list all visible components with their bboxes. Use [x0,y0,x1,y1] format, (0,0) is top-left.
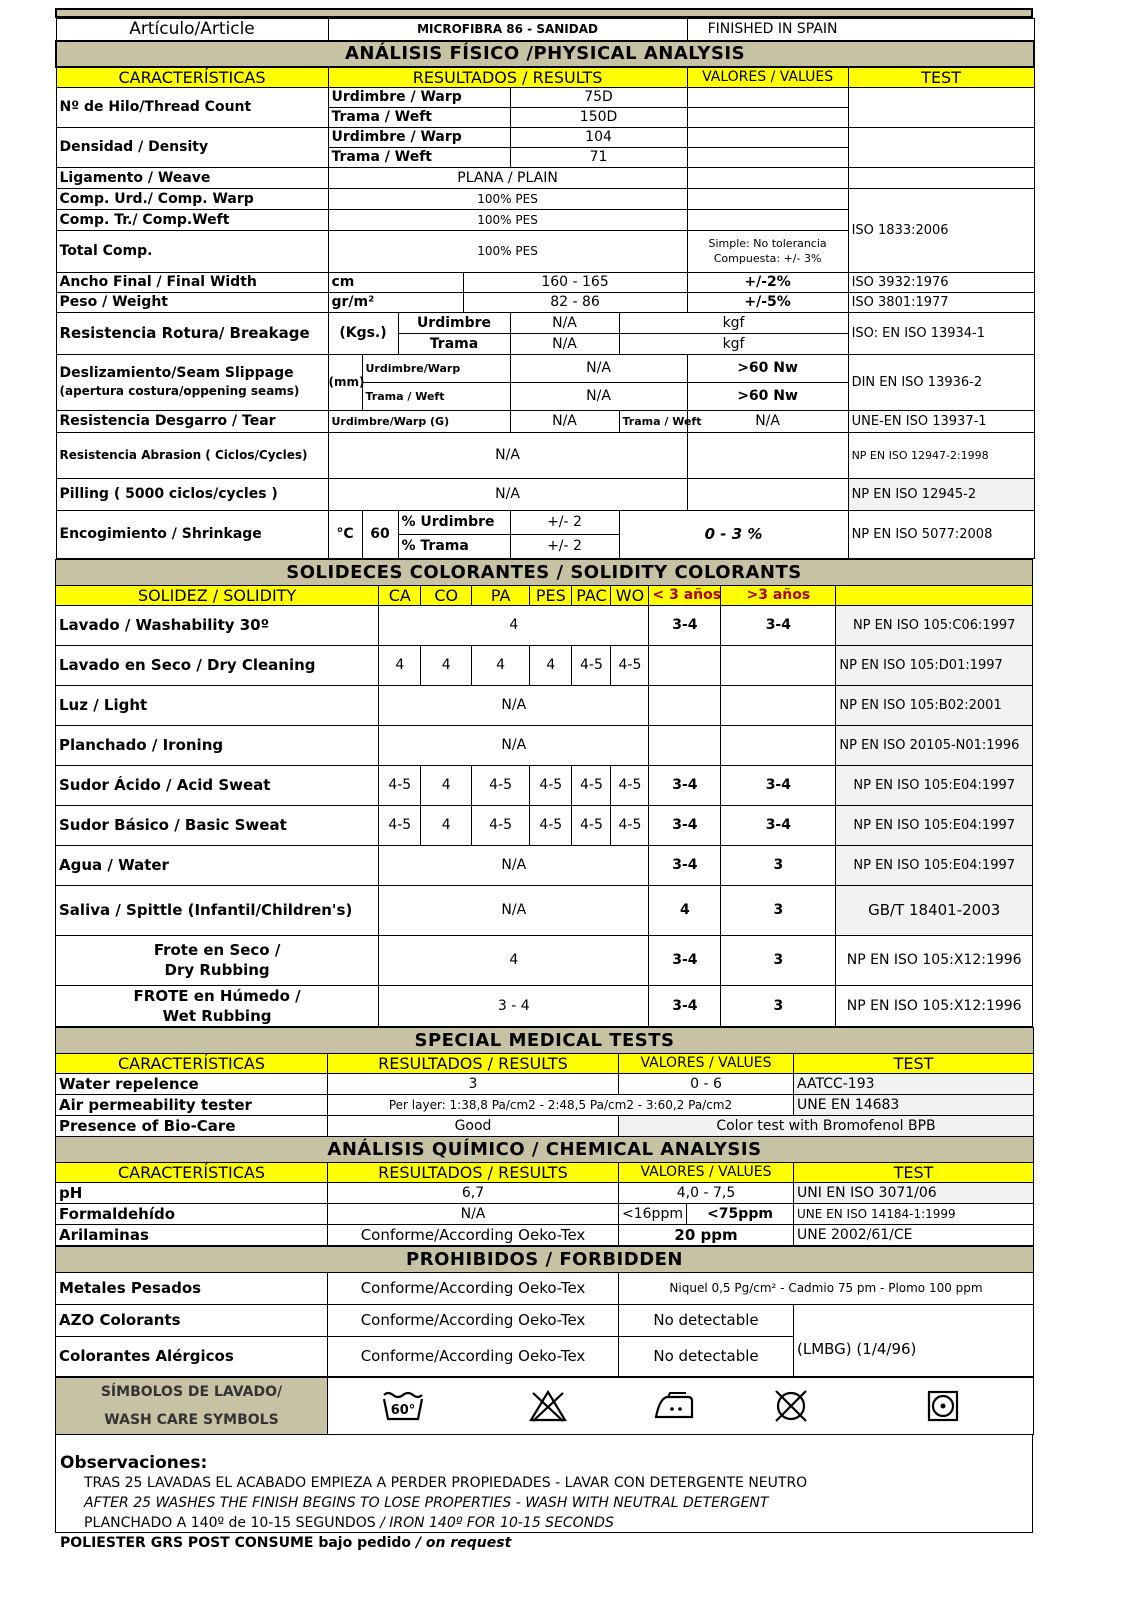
col-values: VALORES / VALUES [619,1162,794,1182]
pilling-value: N/A [328,478,687,510]
shrinkage-warp-value: +/- 2 [510,510,619,534]
solidity-label: Agua / Water [56,845,379,885]
solidity-over-3: 3 [721,935,836,985]
ph-value: 4,0 - 7,5 [619,1182,794,1203]
tumble-dry-icon [854,1377,1034,1434]
tear-test: UNE-EN ISO 13937-1 [848,410,1034,432]
solidity-ca: 4-5 [379,805,421,845]
col-pac: PAC [572,585,611,605]
physical-table [55,18,1035,559]
comp-warp-label: Comp. Urd./ Comp. Warp [56,188,328,209]
solidity-under-3 [649,685,721,725]
water-repelence-value: 0 - 6 [619,1073,794,1094]
density-warp-value: 104 [510,127,687,147]
comp-weft-value: 100% PES [328,209,687,230]
tear-weft-value: N/A [687,410,848,432]
solidity-test: NP EN ISO 105:E04:1997 [836,805,1033,845]
solidity-row [56,685,1033,725]
weave-value: PLANA / PLAIN [328,167,687,188]
observation-line: AFTER 25 WASHES THE FINISH BEGINS TO LOSE PROPERTIES - WASH WITH NEUTRAL DETERGENT [84,1494,769,1511]
col-over-3-years: >3 años [721,585,836,605]
solidity-label: FROTE en Húmedo / [133,986,301,1005]
slippage-warp-label: Urdimbre/Warp [362,354,510,382]
solidity-sublabel: Dry Rubbing [164,961,270,979]
solidity-test: NP EN ISO 105:B02:2001 [836,685,1033,725]
solidity-label: Lavado / Washability 30º [56,605,379,645]
total-comp-label: Total Comp. [56,230,328,272]
shrinkage-test: NP EN ISO 5077:2008 [848,510,1034,558]
slippage-weft-label: Trama / Weft [362,382,510,410]
solidity-ca: 4 [379,645,421,685]
density-label: Densidad / Density [56,127,328,167]
solidity-over-3 [721,725,836,765]
azo-label: AZO Colorants [56,1304,328,1336]
density-warp-label: Urdimbre / Warp [328,127,510,147]
solidity-label: Sudor Ácido / Acid Sweat [56,765,379,805]
comp-weft-label: Comp. Tr./ Comp.Weft [56,209,328,230]
solidity-test: NP EN ISO 105:E04:1997 [836,845,1033,885]
iron-icon [619,1377,729,1434]
solidity-value: N/A [379,845,649,885]
azo-value: No detectable [619,1304,794,1336]
col-pes: PES [530,585,572,605]
col-characteristics: CARACTERÍSTICAS [56,1053,328,1073]
chemical-section-title: ANÁLISIS QUÍMICO / CHEMICAL ANALYSIS [56,1136,1034,1162]
solidity-value: N/A [379,685,649,725]
breakage-weft-unit: kgf [619,333,848,354]
allergic-test: (LMBG) (1/4/96) [794,1304,1034,1376]
col-ca: CA [379,585,421,605]
solidity-label: Luz / Light [56,685,379,725]
solidity-table [55,559,1033,1027]
col-co: CO [421,585,472,605]
solidity-over-3 [721,645,836,685]
solidity-label: Frote en Seco / [153,941,281,959]
width-tolerance: +/-2% [687,272,848,292]
solidity-row [56,935,1033,985]
slippage-label: Deslizamiento/Seam Slippage [59,365,294,381]
ph-label: pH [56,1182,328,1203]
solidity-row [56,765,1033,805]
density-weft-label: Trama / Weft [328,147,510,167]
thread-warp-label: Urdimbre / Warp [328,87,510,107]
formaldehyde-test: UNE EN ISO 14184-1:1999 [794,1203,1034,1224]
arylamines-label: Arilaminas [56,1224,328,1245]
shrinkage-label: Encogimiento / Shrinkage [56,510,328,558]
medical-section-title: SPECIAL MEDICAL TESTS [56,1027,1034,1053]
bio-care-value: Color test with Bromofenol BPB [619,1115,1034,1136]
allergic-label: Colorantes Alérgicos [56,1336,328,1376]
col-test: TEST [848,67,1034,88]
solidity-value: 3 - 4 [379,985,649,1026]
col-values: VALORES / VALUES [619,1053,794,1073]
solidity-row [56,645,1033,685]
col-test: TEST [794,1053,1034,1073]
solidity-wo: 4-5 [611,805,649,845]
shrinkage-range: 0 - 3 % [619,510,848,558]
solidity-co: 4 [421,765,472,805]
care-label: SÍMBOLOS DE LAVADO/ [100,1383,283,1400]
air-permeability-label: Air permeability tester [56,1094,328,1115]
air-permeability-test: UNE EN 14683 [794,1094,1034,1115]
azo-result: Conforme/According Oeko-Tex [328,1304,619,1336]
bio-care-result: Good [328,1115,619,1136]
col-characteristics: CARACTERÍSTICAS [56,67,328,88]
finish-note: FINISHED IN SPAIN [687,19,1034,41]
solidity-under-3: 3-4 [649,605,721,645]
water-repelence-result: 3 [328,1073,619,1094]
solidity-wo: 4-5 [611,645,649,685]
solidity-wo: 4-5 [611,765,649,805]
article-label: Artículo/Article [56,19,328,41]
solidity-row [56,985,1033,1026]
solidity-under-3: 3-4 [649,805,721,845]
solidity-row [56,725,1033,765]
solidity-pac: 4-5 [572,645,611,685]
top-bar [55,8,1033,18]
solidity-row [56,885,1033,935]
density-weft-value: 71 [510,147,687,167]
ph-test: UNI EN ISO 3071/06 [794,1182,1034,1203]
abrasion-value: N/A [328,432,687,478]
solidity-pes: 4 [530,645,572,685]
solidity-label: Lavado en Seco / Dry Cleaning [56,645,379,685]
width-value: 160 - 165 [463,272,687,292]
solidity-under-3: 3-4 [649,985,721,1026]
width-unit: cm [328,272,463,292]
care-sublabel: WASH CARE SYMBOLS [104,1411,279,1428]
solidity-test: NP EN ISO 105:X12:1996 [836,985,1033,1026]
width-test: ISO 3932:1976 [848,272,1034,292]
solidity-over-3: 3 [721,985,836,1026]
shrinkage-temp: 60 [362,510,398,558]
article-name: MICROFIBRA 86 - SANIDAD [328,19,687,41]
solidity-under-3: 4 [649,885,721,935]
tear-warp-value: N/A [510,410,619,432]
breakage-label: Resistencia Rotura/ Breakage [56,312,328,354]
tolerance-composite: Compuesta: +/- 3% [713,252,822,265]
air-permeability-result: Per layer: 1:38,8 Pa/cm2 - 2:48,5 Pa/cm2 - 3:60,2 Pa/cm2 [328,1094,794,1115]
solidity-value: 4 [379,935,649,985]
observation-line: TRAS 25 LAVADAS EL ACABADO EMPIEZA A PERDER PROPIEDADES - LAVAR CON DETERGENTE NEUTRO [84,1474,808,1491]
care-symbols-table [55,1377,1034,1435]
metals-result: Conforme/According Oeko-Tex [328,1272,619,1304]
breakage-warp-value: N/A [510,312,619,333]
solidity-pa: 4-5 [472,765,530,805]
solidity-label: Sudor Básico / Basic Sweat [56,805,379,845]
weight-test: ISO 3801:1977 [848,292,1034,312]
bio-care-label: Presence of Bio-Care [56,1115,328,1136]
slippage-warp-limit: >60 Nw [687,354,848,382]
col-solidity: SOLIDEZ / SOLIDITY [56,585,379,605]
width-label: Ancho Final / Final Width [56,272,328,292]
solidity-under-3: 3-4 [649,845,721,885]
solidity-value: N/A [379,725,649,765]
solidity-test: GB/T 18401-2003 [836,885,1033,935]
weight-tolerance: +/-5% [687,292,848,312]
tear-warp-label: Urdimbre/Warp (G) [328,410,510,432]
solidity-over-3: 3-4 [721,765,836,805]
slippage-weft-value: N/A [510,382,687,410]
abrasion-label: Resistencia Abrasion ( Ciclos/Cycles) [56,432,328,478]
shrinkage-degree: °C [328,510,362,558]
arylamines-value: 20 ppm [619,1224,794,1245]
observation-line: POLIESTER GRS POST CONSUME bajo pedido [60,1534,412,1551]
observation-line-en: / IRON 140º FOR 10-15 SECONDS [380,1514,614,1531]
forbidden-section-title: PROHIBIDOS / FORBIDDEN [56,1246,1034,1272]
wash-60-icon [328,1377,478,1434]
formaldehyde-limit-2: <75ppm [687,1203,794,1224]
abrasion-test: NP EN ISO 12947-2:1998 [848,432,1034,478]
thread-warp-value: 75D [510,87,687,107]
col-values: VALORES / VALUES [687,67,848,88]
arylamines-test: UNE 2002/61/CE [794,1224,1034,1245]
thread-count-label: Nº de Hilo/Thread Count [56,87,328,127]
formaldehyde-result: N/A [328,1203,619,1224]
col-test: TEST [794,1162,1034,1182]
water-repelence-test: AATCC-193 [794,1073,1034,1094]
solidity-under-3 [649,645,721,685]
metals-label: Metales Pesados [56,1272,328,1304]
formaldehyde-label: Formaldehído [56,1203,328,1224]
solidity-pes: 4-5 [530,805,572,845]
observation-line-en: / on request [415,1534,512,1551]
solidity-sublabel: Wet Rubbing [162,1006,272,1025]
no-bleach-icon [478,1377,619,1434]
medical-table [55,1027,1034,1246]
no-dryclean-icon [729,1377,854,1434]
solidity-row [56,805,1033,845]
weight-label: Peso / Weight [56,292,328,312]
breakage-weft-label: Trama [398,333,510,354]
tolerance-simple: Simple: No tolerancia [708,237,827,250]
shrinkage-warp-label: % Urdimbre [398,510,510,534]
solidity-over-3: 3 [721,845,836,885]
solidity-co: 4 [421,645,472,685]
breakage-weft-value: N/A [510,333,619,354]
col-under-3-years: < 3 años [649,585,721,605]
col-wo: WO [611,585,649,605]
solidity-over-3: 3-4 [721,605,836,645]
solidity-under-3: 3-4 [649,935,721,985]
breakage-warp-unit: kgf [619,312,848,333]
col-characteristics: CARACTERÍSTICAS [56,1162,328,1182]
slippage-sublabel: (apertura costura/oppening seams) [59,384,300,398]
col-results: RESULTADOS / RESULTS [328,1162,619,1182]
solidity-pac: 4-5 [572,805,611,845]
breakage-unit: (Kgs.) [328,312,398,354]
solidity-test: NP EN ISO 20105-N01:1996 [836,725,1033,765]
allergic-value: No detectable [619,1336,794,1376]
wash-temp-label: 60° [390,1402,416,1418]
slippage-unit: (mm) [328,354,362,410]
solidity-pa: 4-5 [472,805,530,845]
col-results: RESULTADOS / RESULTS [328,67,687,88]
thread-weft-label: Trama / Weft [328,107,510,127]
shrinkage-weft-label: % Trama [398,534,510,558]
solidity-pes: 4-5 [530,765,572,805]
solidity-test: NP EN ISO 105:C06:1997 [836,605,1033,645]
solidity-test: NP EN ISO 105:X12:1996 [836,935,1033,985]
solidity-ca: 4-5 [379,765,421,805]
breakage-warp-label: Urdimbre [398,312,510,333]
weight-value: 82 - 86 [463,292,687,312]
solidity-over-3: 3-4 [721,805,836,845]
tear-weft-label: Trama / Weft [619,410,687,432]
shrinkage-weft-value: +/- 2 [510,534,619,558]
forbidden-table [55,1246,1034,1377]
solidity-row [56,845,1033,885]
solidity-row [56,605,1033,645]
total-comp-value: 100% PES [328,230,687,272]
slippage-warp-value: N/A [510,354,687,382]
solidity-under-3 [649,725,721,765]
solidity-over-3 [721,685,836,725]
allergic-result: Conforme/According Oeko-Tex [328,1336,619,1376]
solidity-label: Planchado / Ironing [56,725,379,765]
solidity-value: N/A [379,885,649,935]
water-repelence-label: Water repelence [56,1073,328,1094]
solidity-value: 4 [379,605,649,645]
col-pa: PA [472,585,530,605]
col-results: RESULTADOS / RESULTS [328,1053,619,1073]
metals-value: Niquel 0,5 Pg/cm² - Cadmio 75 pm - Plomo 100 ppm [619,1272,1034,1304]
arylamines-result: Conforme/According Oeko-Tex [328,1224,619,1245]
slippage-test: DIN EN ISO 13936-2 [848,354,1034,410]
solidity-co: 4 [421,805,472,845]
comp-warp-value: 100% PES [328,188,687,209]
pilling-test: NP EN ISO 12945-2 [848,478,1034,510]
solidity-test: NP EN ISO 105:D01:1997 [836,645,1033,685]
solidity-over-3: 3 [721,885,836,935]
formaldehyde-limit-1: <16ppm [619,1203,687,1224]
breakage-test: ISO: EN ISO 13934-1 [848,312,1034,354]
observations-title: Observaciones: [60,1452,208,1473]
solidity-section-title: SOLIDECES COLORANTES / SOLIDITY COLORANTS [56,559,1033,585]
observation-line: PLANCHADO A 140º de 10-15 SEGUNDOS [84,1514,376,1531]
solidity-pac: 4-5 [572,765,611,805]
physical-section-title: ANÁLISIS FÍSICO /PHYSICAL ANALYSIS [56,41,1034,67]
weave-label: Ligamento / Weave [56,167,328,188]
ph-result: 6,7 [328,1182,619,1203]
solidity-under-3: 3-4 [649,765,721,805]
thread-weft-value: 150D [510,107,687,127]
spec-sheet [55,8,1033,1551]
solidity-test: NP EN ISO 105:E04:1997 [836,765,1033,805]
pilling-label: Pilling ( 5000 ciclos/cycles ) [56,478,328,510]
weight-unit: gr/m² [328,292,463,312]
slippage-weft-limit: >60 Nw [687,382,848,410]
observations [55,1435,1033,1551]
total-comp-test: ISO 1833:2006 [848,188,1034,272]
solidity-label: Saliva / Spittle (Infantil/Children's) [56,885,379,935]
solidity-pa: 4 [472,645,530,685]
tear-label: Resistencia Desgarro / Tear [56,410,328,432]
